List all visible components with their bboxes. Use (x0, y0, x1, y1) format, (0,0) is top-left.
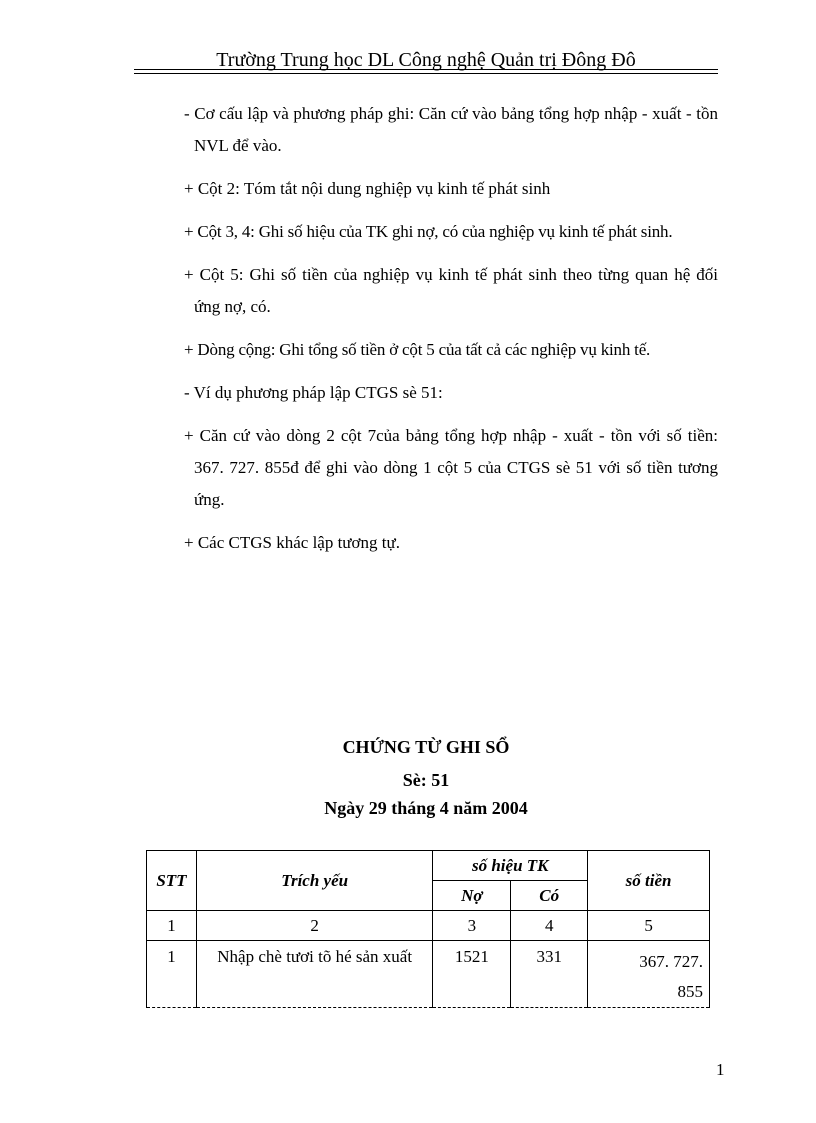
document-number: Sè: 51 (402, 770, 450, 790)
header-stt: STT (147, 851, 197, 911)
page-number: 1 (716, 1060, 725, 1079)
header-rule-bottom (134, 73, 718, 74)
header-so-tien: số tiền (588, 851, 710, 911)
paragraph-3: + Cột 3, 4: Ghi số hiệu của TK ghi nợ, có của nghiệp vụ kinh tế phát sinh. (184, 222, 673, 241)
paragraph-1: - Cơ cấu lập và phương pháp ghi: Căn cứ vào bảng tổng hợp nhập - xuất - tồn NVL để vào. (184, 104, 718, 155)
paragraph-4: + Cột 5: Ghi số tiền của nghiệp vụ kinh tế phát sinh theo từng quan hệ đối ứng nợ, có. (184, 265, 718, 316)
column-number-3: 3 (433, 911, 511, 941)
paragraph-6: - Ví dụ phương pháp lập CTGS sè 51: (184, 383, 443, 402)
ledger-table (146, 850, 710, 1008)
header-no: Nợ (433, 881, 511, 911)
column-number-4: 4 (511, 911, 588, 941)
column-number-1: 1 (147, 911, 197, 941)
header-trich-yeu: Trích yếu (196, 851, 432, 911)
table-row (147, 941, 710, 1008)
document-date: Ngày 29 tháng 4 năm 2004 (324, 798, 528, 818)
row-trich-yeu: Nhập chè tươi tõ hé sản xuất (196, 941, 432, 1008)
row-co: 331 (511, 941, 588, 1008)
document-title: CHỨNG TỪ GHI SỔ (342, 737, 510, 757)
column-number-2: 2 (196, 911, 432, 941)
header-co: Có (511, 881, 588, 911)
header-so-hieu-tk: số hiệu TK (433, 851, 588, 881)
paragraph-5: + Dòng cộng: Ghi tổng số tiền ở cột 5 của tất cả các nghiệp vụ kinh tế. (184, 340, 651, 359)
row-stt: 1 (147, 941, 197, 1008)
page-header: Trường Trung học DL Công nghệ Quản trị Đông Đô (216, 49, 636, 71)
column-number-5: 5 (588, 911, 710, 941)
row-no: 1521 (433, 941, 511, 1008)
row-so-tien: 367. 727. 855 (588, 941, 710, 1008)
paragraph-7: + Căn cứ vào dòng 2 cột 7của bảng tổng hợp nhập - xuất - tồn với số tiền: 367. 727. 855đ để ghi vào dòng 1 cột 5 của CTGS sè 51 với số tiền tương ứng. (184, 426, 718, 509)
body-text (184, 98, 718, 570)
header-rule-top (134, 69, 718, 70)
paragraph-8: + Các CTGS khác lập tương tự. (184, 533, 400, 552)
paragraph-2: + Cột 2: Tóm tắt nội dung nghiệp vụ kinh tế phát sinh (184, 179, 551, 198)
